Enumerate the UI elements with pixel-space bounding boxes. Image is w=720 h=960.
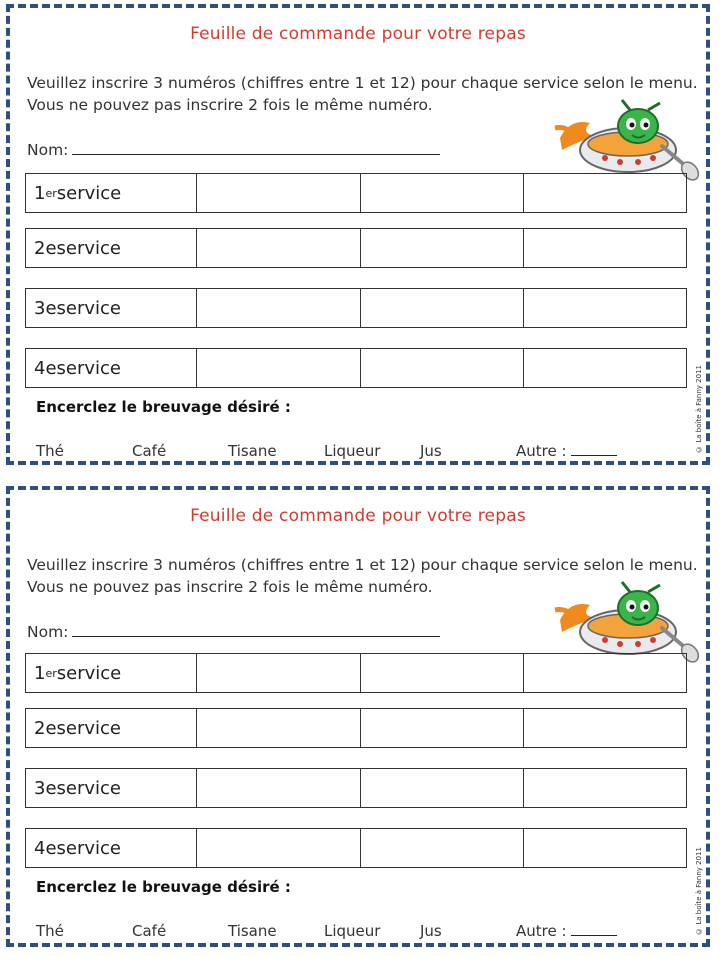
beverage-prompt: Encerclez le breuvage désiré : (36, 878, 291, 896)
beverage-option[interactable]: Café (132, 922, 167, 940)
service-label: 1 er service (34, 662, 122, 684)
green-alien-soup-bowl-icon (550, 98, 700, 183)
answer-cell[interactable] (360, 174, 523, 212)
answer-cell[interactable] (360, 289, 523, 327)
name-field[interactable] (72, 140, 440, 155)
beverage-option-other[interactable]: Autre : (516, 922, 617, 940)
instruction-line-1: Veuillez inscrire 3 numéros (chiffres entre 1 et 12) pour chaque service selon le menu. (27, 556, 698, 574)
beverage-option[interactable]: Liqueur (324, 442, 381, 460)
form-title: Feuille de commande pour votre repas (190, 506, 526, 526)
answer-cell[interactable] (196, 709, 359, 747)
answer-cell[interactable] (360, 769, 523, 807)
instruction-line-1: Veuillez inscrire 3 numéros (chiffres entre 1 et 12) pour chaque service selon le menu. (27, 74, 698, 92)
instruction-line-2: Vous ne pouvez pas inscrire 2 fois le même numéro. (27, 96, 433, 114)
service-row-2 (25, 708, 687, 748)
service-row-1 (25, 653, 687, 693)
credit-text: © La boîte à Fanny 2011 (695, 847, 703, 935)
beverage-option[interactable]: Café (132, 442, 167, 460)
beverage-option[interactable]: Thé (36, 442, 64, 460)
credit-text: © La boîte à Fanny 2011 (695, 365, 703, 453)
answer-cell[interactable] (523, 289, 686, 327)
answer-cell[interactable] (360, 654, 523, 692)
answer-cell[interactable] (196, 349, 359, 387)
answer-cell[interactable] (196, 769, 359, 807)
form-title: Feuille de commande pour votre repas (190, 24, 526, 44)
instruction-line-2: Vous ne pouvez pas inscrire 2 fois le même numéro. (27, 578, 433, 596)
service-label: 4e service (34, 837, 122, 859)
answer-cell[interactable] (196, 654, 359, 692)
order-form-card-2 (6, 486, 710, 947)
name-label: Nom: (27, 141, 69, 159)
other-field[interactable] (571, 923, 617, 936)
service-label: 4e service (34, 357, 122, 379)
beverage-option[interactable]: Jus (420, 442, 442, 460)
answer-cell[interactable] (196, 174, 359, 212)
name-row (27, 622, 440, 641)
answer-cell[interactable] (523, 709, 686, 747)
answer-cell[interactable] (360, 829, 523, 867)
service-label: 3e service (34, 297, 122, 319)
answer-cell[interactable] (523, 349, 686, 387)
service-row-3 (25, 768, 687, 808)
name-field[interactable] (72, 622, 440, 637)
service-label: 2e service (34, 237, 122, 259)
service-label: 2e service (34, 717, 122, 739)
beverage-option[interactable]: Tisane (228, 922, 277, 940)
answer-cell[interactable] (523, 769, 686, 807)
answer-cell[interactable] (523, 654, 686, 692)
service-row-2 (25, 228, 687, 268)
beverage-option[interactable]: Jus (420, 922, 442, 940)
service-row-1 (25, 173, 687, 213)
answer-cell[interactable] (523, 174, 686, 212)
answer-cell[interactable] (523, 229, 686, 267)
name-row (27, 140, 440, 159)
beverage-option[interactable]: Thé (36, 922, 64, 940)
other-field[interactable] (571, 443, 617, 456)
service-row-4 (25, 828, 687, 868)
beverage-prompt: Encerclez le breuvage désiré : (36, 398, 291, 416)
beverage-option[interactable]: Tisane (228, 442, 277, 460)
answer-cell[interactable] (360, 349, 523, 387)
service-row-4 (25, 348, 687, 388)
beverage-option[interactable]: Liqueur (324, 922, 381, 940)
order-form-card-1 (6, 4, 710, 465)
answer-cell[interactable] (196, 829, 359, 867)
name-label: Nom: (27, 623, 69, 641)
service-row-3 (25, 288, 687, 328)
answer-cell[interactable] (196, 229, 359, 267)
answer-cell[interactable] (360, 229, 523, 267)
answer-cell[interactable] (196, 289, 359, 327)
beverage-option-other[interactable]: Autre : (516, 442, 617, 460)
service-label: 3e service (34, 777, 122, 799)
answer-cell[interactable] (360, 709, 523, 747)
service-label: 1 er service (34, 182, 122, 204)
answer-cell[interactable] (523, 829, 686, 867)
